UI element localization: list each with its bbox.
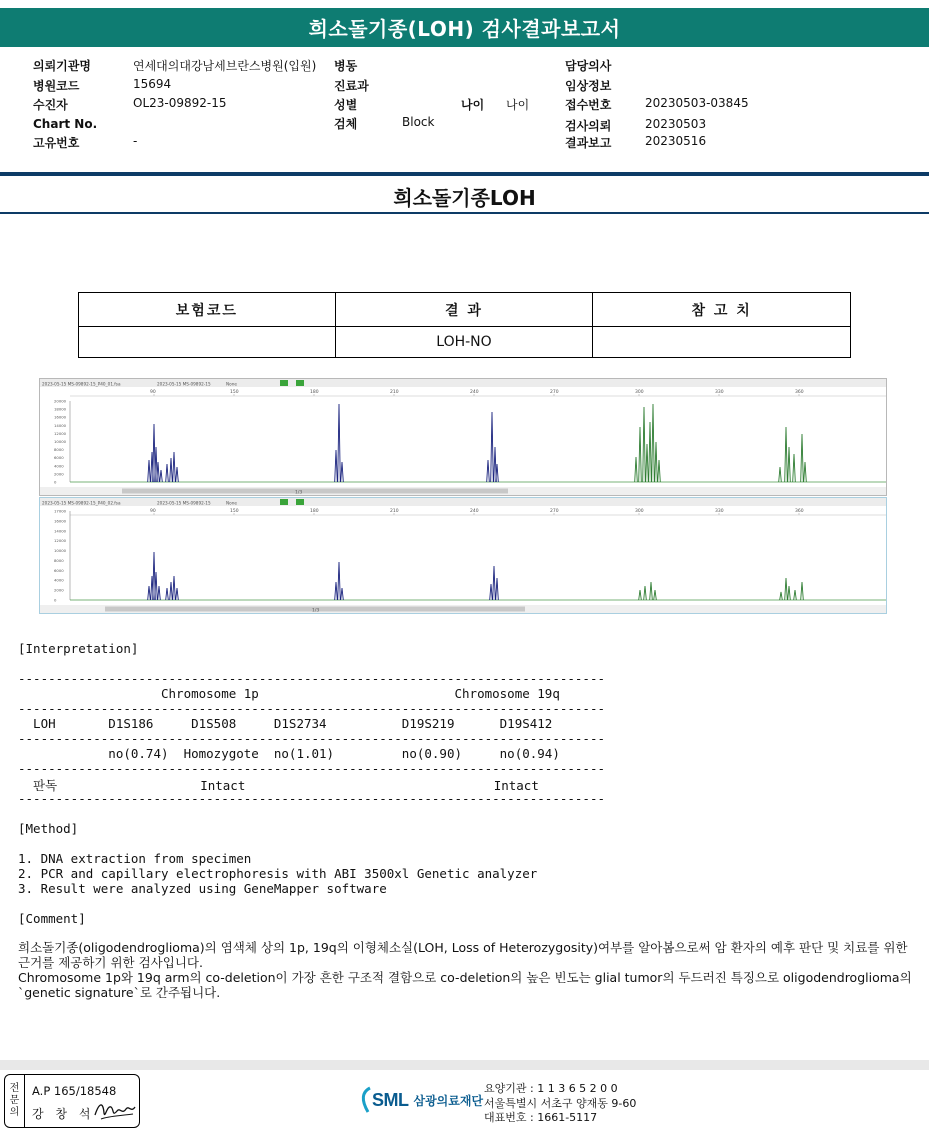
electropherogram-1 (40, 379, 886, 495)
request-value: 20230503 (645, 117, 707, 131)
peak (341, 462, 344, 482)
examinee-value: OL23-09892-15 (133, 96, 227, 110)
peak (780, 592, 783, 600)
x-tick-label: 240 (470, 390, 479, 395)
x-tick-label: 330 (715, 509, 724, 514)
doctor-label: 담당의사 (565, 59, 612, 73)
panel-1-tab-3[interactable]: None (226, 381, 237, 387)
specialist-stamp (4, 1074, 140, 1128)
y-tick-label: 10000 (54, 439, 67, 444)
x-tick-label: 360 (795, 390, 804, 395)
panel-2-tab-1[interactable]: 2023-05-15 MS-09892-15_P40_02.fsa (42, 500, 121, 506)
peak (804, 462, 807, 482)
method-item-1: 1. DNA extraction from specimen (18, 851, 252, 866)
peak (655, 442, 658, 482)
institution-value: 연세대의대강남세브란스병원(입원) (133, 59, 317, 73)
panel-1-scroll-thumb[interactable] (122, 489, 508, 494)
x-tick-label: 90 (150, 390, 156, 395)
peak (658, 460, 661, 482)
peak (490, 584, 493, 600)
panel-1-tab-2[interactable]: 2023-05-15 MS-09892-15 (157, 381, 211, 387)
peak (646, 444, 649, 482)
peak (788, 586, 791, 600)
hospital-code-value: 15694 (133, 77, 172, 91)
panel-2-green-toggle-2[interactable] (296, 499, 304, 505)
panel-1-peaks (148, 404, 807, 482)
x-tick-label: 330 (715, 390, 724, 395)
ward-label: 병동 (334, 59, 358, 73)
peak (148, 460, 151, 482)
y-tick-label: 16000 (54, 518, 67, 524)
peak (639, 590, 642, 600)
x-tick-label: 210 (390, 390, 399, 395)
peak (335, 450, 338, 482)
chart-no-label: Chart No. (33, 117, 98, 131)
x-tick-label: 360 (795, 509, 804, 514)
interpretation-heading: [Interpretation] (18, 641, 139, 656)
request-label: 검사의뢰 (565, 119, 612, 133)
x-tick-label: 210 (390, 509, 399, 514)
x-tick-label: 90 (150, 509, 156, 514)
peak (338, 562, 341, 600)
panel-1-green-toggle-1[interactable] (280, 380, 288, 386)
method-heading: [Method] (18, 821, 79, 836)
result-table-row (79, 327, 851, 358)
panel-1-x-ticks (70, 389, 886, 396)
y-tick-label: 4000 (54, 463, 64, 469)
x-tick-label: 270 (550, 509, 559, 514)
specimen-label: 검체 (334, 117, 358, 131)
interp-dash-4: ------------------------------------------------------------------------------ (18, 761, 605, 776)
y-tick-label: 12000 (54, 538, 67, 544)
x-tick-label: 300 (635, 509, 644, 514)
institution-info (484, 1082, 636, 1126)
peak (341, 588, 344, 600)
stamp-name: 강 창 석 (32, 1107, 95, 1121)
unique-no-value: - (133, 134, 138, 148)
peak (148, 586, 151, 600)
interp-marker-line: LOH D1S186 D1S508 D1S2734 D19S219 D19S412 (18, 716, 553, 731)
specimen-value: Block (402, 115, 435, 129)
y-tick-label: 8000 (54, 447, 64, 453)
y-tick-label: 14000 (54, 422, 67, 428)
comment-paragraph-2: Chromosome 1p와 19q arm의 co-deletion이 가장 흔한 구조적 결함으로 co-deletion의 높은 빈도는 glial tumor의 두드러진 특징으로 oligodendroglioma의 `genetic signature`로 간주됩니다. (18, 970, 912, 1000)
peak (785, 427, 788, 482)
peak (160, 470, 163, 482)
peak (643, 407, 646, 482)
peak (493, 566, 496, 600)
institution-label: 의뢰기관명 (33, 59, 91, 73)
peak (654, 590, 657, 600)
peak (650, 582, 653, 600)
panel-2-x-ticks (70, 508, 886, 515)
y-tick-label: 14000 (54, 528, 67, 534)
institution-phone: 대표번호 : 1661-5117 (484, 1111, 598, 1124)
result-cell: LOH-NO (335, 327, 593, 358)
peak (649, 422, 652, 482)
peak (335, 582, 338, 600)
x-tick-label: 150 (230, 509, 239, 514)
peak (170, 582, 173, 600)
result-header: 결 과 (335, 293, 593, 327)
peak (801, 434, 804, 482)
signature-icon (93, 1097, 137, 1123)
footer-band (0, 1060, 929, 1070)
peak (487, 460, 490, 482)
peak (496, 578, 499, 600)
interp-verdict-line: 판독 Intact Intact (18, 778, 539, 793)
y-tick-label: 18000 (54, 406, 67, 412)
y-tick-label: 0 (54, 479, 57, 485)
logo-mark: SML (372, 1089, 409, 1110)
method-item-3: 3. Result were analyzed using GeneMapper software (18, 881, 387, 896)
y-tick-label: 6000 (54, 567, 64, 573)
logo-name: 삼광의료재단 (413, 1093, 484, 1108)
peak (176, 588, 179, 600)
panel-2-scroll-label: 1/3 (312, 608, 320, 613)
y-tick-label: 8000 (54, 557, 64, 563)
peak (173, 576, 176, 600)
x-tick-label: 180 (310, 390, 319, 395)
y-tick-label: 4000 (54, 577, 64, 583)
x-tick-label: 240 (470, 509, 479, 514)
divider-thick (0, 172, 929, 176)
stamp-side (5, 1075, 25, 1127)
comment-body (18, 940, 913, 1000)
stamp-ap-number: A.P 165/18548 (32, 1084, 117, 1098)
comment-heading: [Comment] (18, 911, 86, 926)
interp-dash-5: ------------------------------------------------------------------------------ (18, 791, 605, 806)
stamp-side-char-2: 문 (9, 1095, 20, 1106)
insurance-code-cell (79, 327, 336, 358)
interp-value-line: no(0.74) Homozygote no(1.01) no(0.90) no(0.94) (18, 746, 560, 761)
peak (491, 412, 494, 482)
result-table (78, 292, 851, 358)
panel-1-green-toggle-2[interactable] (296, 380, 304, 386)
unique-no-label: 고유번호 (33, 136, 80, 150)
x-tick-label: 270 (550, 390, 559, 395)
examinee-label: 수진자 (33, 98, 68, 112)
electropherogram-2 (40, 498, 886, 613)
peak (158, 586, 161, 600)
y-tick-label: 10000 (54, 548, 67, 554)
interp-dash-1: ------------------------------------------------------------------------------ (18, 671, 605, 686)
panel-2-tab-3[interactable]: None (226, 500, 237, 506)
peak (639, 427, 642, 482)
peak (176, 467, 179, 482)
divider-thin (0, 212, 929, 214)
peak (166, 588, 169, 600)
comment-paragraph-1: 희소돌기종(oligodendroglioma)의 염색체 상의 1p, 19q의 이형체소실(LOH, Loss of Heterozygosity)여부를 알아봄으로써 암 환자의 예후 판단 및 치료를 위한 근거를 제공하기 위한 검사입니다. (18, 940, 908, 970)
x-tick-label: 150 (230, 390, 239, 395)
peak (785, 578, 788, 600)
y-tick-label: 6000 (54, 455, 64, 461)
x-tick-label: 180 (310, 509, 319, 514)
receipt-value: 20230503-03845 (645, 96, 749, 110)
hospital-code-label: 병원코드 (33, 79, 80, 93)
peak (173, 452, 176, 482)
sml-logo (358, 1082, 483, 1118)
report-date-value: 20230516 (645, 134, 707, 148)
interp-dash-3: ------------------------------------------------------------------------------ (18, 731, 605, 746)
panel-1-tab-1[interactable]: 2023-05-15 MS-09892-15_P40_01.fsa (42, 381, 121, 387)
section-title: 희소돌기종LOH (393, 186, 536, 210)
reference-cell (593, 327, 851, 358)
peak (652, 404, 655, 482)
method-item-2: 2. PCR and capillary electrophoresis with ABI 3500xl Genetic analyzer (18, 866, 538, 881)
peak (794, 590, 797, 600)
y-tick-label: 12000 (54, 430, 67, 436)
reference-header: 참 고 치 (593, 293, 851, 327)
interp-dash-2: ------------------------------------------------------------------------------ (18, 701, 605, 716)
peak (338, 404, 341, 482)
age-label: 나이 (461, 98, 485, 112)
peak (170, 458, 173, 482)
peak (635, 457, 638, 482)
panel-2-y-ticks (54, 509, 70, 603)
insurance-code-header: 보험코드 (79, 293, 336, 327)
peak (166, 464, 169, 482)
electropherogram-panel-1 (39, 378, 887, 496)
dept-label: 진료과 (334, 79, 369, 93)
y-tick-label: 0 (54, 597, 57, 603)
result-table-header-row (79, 293, 851, 327)
institution-code: 요양기관 : 1 1 3 6 5 2 0 0 (484, 1082, 618, 1095)
y-tick-label: 2000 (54, 471, 64, 477)
panel-1-y-ticks (54, 399, 70, 485)
y-tick-label: 2000 (54, 587, 64, 593)
y-tick-label: 17000 (54, 508, 67, 514)
panel-2-peaks (148, 552, 804, 600)
peak (788, 447, 791, 482)
y-tick-label: 20000 (54, 398, 67, 404)
peak (793, 454, 796, 482)
electropherogram-panel-2 (39, 497, 887, 614)
receipt-label: 접수번호 (565, 98, 612, 112)
report-title: 희소돌기종(LOH) 검사결과보고서 (0, 8, 929, 47)
report-date-label: 결과보고 (565, 136, 612, 150)
y-tick-label: 16000 (54, 414, 67, 420)
stamp-side-char-3: 의 (9, 1107, 20, 1118)
peak (801, 582, 804, 600)
clinical-label: 임상정보 (565, 79, 612, 93)
logo-swoosh-icon (358, 1086, 372, 1114)
panel-1-scroll-label: 1/3 (295, 490, 303, 495)
age-value: 나이 (506, 98, 530, 112)
interp-chromosome-line: Chromosome 1p Chromosome 19q (18, 686, 560, 701)
panel-2-green-toggle-1[interactable] (280, 499, 288, 505)
stamp-side-char-1: 전 (9, 1083, 20, 1094)
sex-label: 성별 (334, 98, 358, 112)
peak (644, 586, 647, 600)
x-tick-label: 300 (635, 390, 644, 395)
panel-2-tab-2[interactable]: 2023-05-15 MS-09892-15 (157, 500, 211, 506)
peak (779, 467, 782, 482)
institution-address: 서울특별시 서초구 양재동 9-60 (484, 1096, 637, 1110)
